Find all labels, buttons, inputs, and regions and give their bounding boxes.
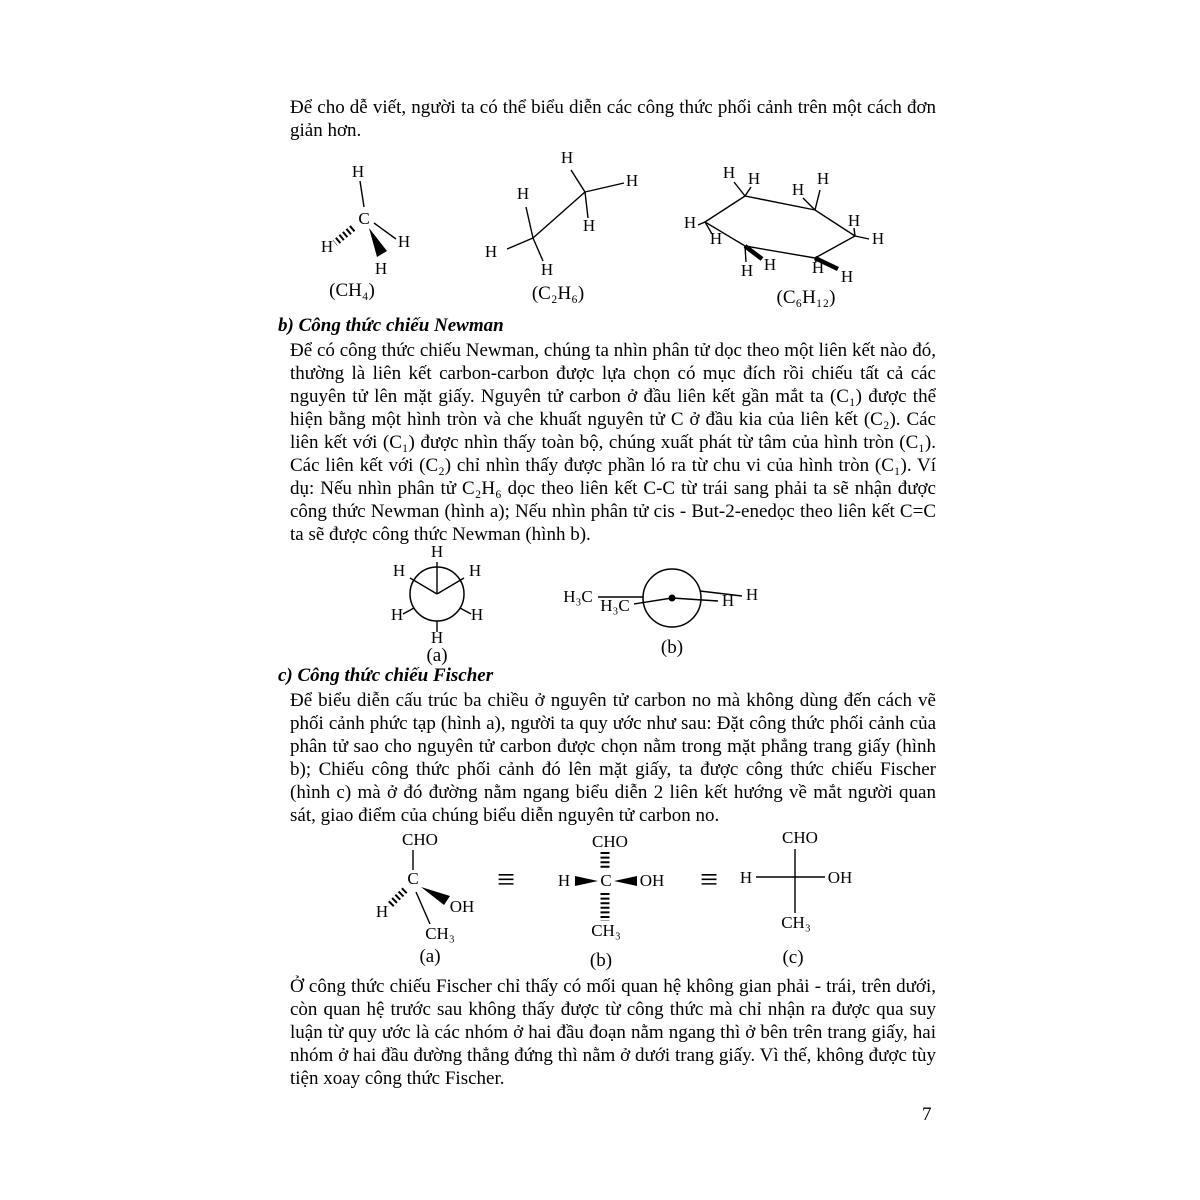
aldehyde-label: CHO	[782, 828, 818, 847]
atom-label-h: H	[745, 585, 759, 604]
atom-label-h: H	[540, 260, 554, 279]
atom-label-h: H	[625, 171, 639, 190]
atom-label-h: H	[390, 605, 404, 624]
ethane-structure	[485, 148, 638, 304]
atom-label-h: H	[351, 162, 365, 181]
methyl-label: H₃C	[600, 596, 630, 615]
newman-a-bonds	[403, 562, 471, 632]
methyl-label: CH₃	[425, 924, 455, 943]
atom-label-h: H	[430, 542, 444, 561]
atom-label-c: C	[600, 871, 612, 890]
hydroxyl-label: OH	[827, 868, 853, 887]
equivalence-symbol: ≡	[496, 861, 516, 897]
atom-label-h: H	[397, 232, 411, 251]
newman-b-caption: (b)	[660, 637, 684, 658]
fischer-a-bonds	[389, 850, 450, 924]
newman-projection-a	[391, 542, 483, 666]
atom-label-h: H	[468, 561, 482, 580]
fischer-c-bonds	[756, 849, 825, 913]
newman-section-heading: b) Công thức chiếu Newman	[278, 315, 504, 336]
figure-perspective-formulas	[0, 140, 1200, 315]
aldehyde-label: CHO	[402, 830, 438, 849]
atom-label-h: H	[392, 561, 406, 580]
atom-label-h: H	[709, 229, 723, 248]
hydroxyl-label: OH	[639, 871, 665, 890]
cyclohexane-caption: (C₆H₁₂)	[776, 287, 836, 308]
figure-fischer-projections	[0, 820, 1200, 972]
closing-paragraph: Ở công thức chiếu Fischer chỉ thấy có mối quan hệ không gian phải - trái, trên dưới, còn quan hệ trước sau không thấy được từ công thức mà chỉ nhận ra được qua suy luận từ quy ước là các nhóm ở hai đầu đoạn nằm ngang thì ở bên trên trang giấy, hai nhóm ở hai đầu đường thẳng đứng thì nằm ở dưới trang giấy. Vì thế, không được tùy tiện xoay công thức Fischer.	[290, 976, 936, 1089]
methane-structure	[321, 162, 410, 301]
methane-caption: (CH₄)	[329, 280, 375, 301]
atom-label-h: H	[847, 211, 861, 230]
atom-label-h: H	[374, 259, 388, 278]
atom-label-h: H	[582, 216, 596, 235]
cyclohexane-bonds	[698, 182, 869, 269]
figure-newman-projections	[0, 540, 1200, 668]
aldehyde-label: CHO	[592, 832, 628, 851]
atom-label-h: H	[747, 169, 761, 188]
atom-label-c: C	[407, 869, 419, 888]
fischer-structure-c	[740, 828, 852, 968]
atom-label-h: H	[811, 258, 825, 277]
hydroxyl-label: OH	[449, 897, 475, 916]
atom-label-h: H	[557, 871, 571, 890]
atom-label-h: H	[320, 237, 334, 256]
atom-label-h: H	[683, 213, 697, 232]
methyl-label: H₃C	[563, 587, 593, 606]
newman-projection-b	[563, 569, 758, 658]
fischer-section-heading: c) Công thức chiếu Fischer	[278, 665, 494, 686]
atom-label-h: H	[740, 261, 754, 280]
atom-label-h: H	[871, 229, 885, 248]
fischer-b-caption: (b)	[589, 950, 613, 971]
fischer-c-caption: (c)	[782, 947, 804, 968]
atom-label-h: H	[375, 902, 389, 921]
atom-label-h: H	[560, 148, 574, 167]
page-number: 7	[922, 1104, 932, 1125]
ethane-caption: (C₂H₆)	[531, 283, 585, 304]
newman-a-caption: (a)	[426, 645, 448, 666]
equivalence-symbol: ≡	[699, 861, 719, 897]
atom-label-h: H	[484, 242, 498, 261]
cyclohexane-ring	[705, 196, 855, 258]
atom-label-h: H	[516, 184, 530, 203]
atom-label-h: H	[763, 255, 777, 274]
atom-label-h: H	[721, 591, 735, 610]
methyl-label: CH₃	[781, 913, 811, 932]
atom-label-h: H	[722, 163, 736, 182]
fischer-a-caption: (a)	[419, 946, 441, 967]
cyclohexane-structure	[684, 163, 884, 308]
fischer-structure-a	[376, 830, 474, 967]
fischer-structure-b	[558, 832, 664, 971]
atom-label-h: H	[791, 180, 805, 199]
newman-section-paragraph: Để có công thức chiếu Newman, chúng ta nhìn phân tử dọc theo một liên kết nào đó, thường là liên kết carbon-carbon được lựa chọn có mục đích rồi chiếu tất cả các nguyên tử lên mặt giấy. Nguyên tử carbon ở đầu liên kết gần mắt ta (C₁) được thể hiện bằng một hình tròn và che khuất nguyên tử C ở đầu kia của liên kết (C₂). Các liên kết với (C₁) được nhìn thấy toàn bộ, chúng xuất phát từ tâm của hình tròn (C₁). Các liên kết với (C₂) chỉ nhìn thấy được phần ló ra từ chu vi của hình tròn (C₁). Ví dụ: Nếu nhìn phân tử C₂H₆ dọc theo liên kết C-C từ trái sang phải ta sẽ nhận được công thức Newman (hình a); Nếu nhìn phân tử cis - But-2-enedọc theo liên kết C=C ta sẽ được công thức Newman (hình b).	[290, 340, 936, 545]
atom-label-h: H	[739, 868, 753, 887]
intro-paragraph: Để cho dễ viết, người ta có thể biểu diễn các công thức phối cảnh trên một cách đơn giản hơn.	[290, 97, 936, 141]
atom-label-c: C	[358, 209, 370, 228]
fischer-section-paragraph: Để biểu diễn cấu trúc ba chiều ở nguyên tử carbon no mà không dùng đến cách vẽ phối cảnh phức tạp (hình a), người ta quy ước như sau: Đặt công thức phối cảnh của phân tử sao cho nguyên tử carbon được chọn nằm trong mặt phẳng trang giấy (hình b); Chiếu công thức phối cảnh đó lên mặt giấy, ta được công thức chiếu Fischer (hình c) mà ở đó đường nằm ngang biểu diễn 2 liên kết hướng về mắt người quan sát, giao điểm của chúng biểu diễn nguyên tử carbon no.	[290, 690, 936, 826]
atom-label-h: H	[470, 605, 484, 624]
methyl-label: CH₃	[591, 921, 621, 940]
atom-label-h: H	[816, 169, 830, 188]
atom-label-h: H	[430, 628, 444, 647]
atom-label-h: H	[840, 267, 854, 286]
